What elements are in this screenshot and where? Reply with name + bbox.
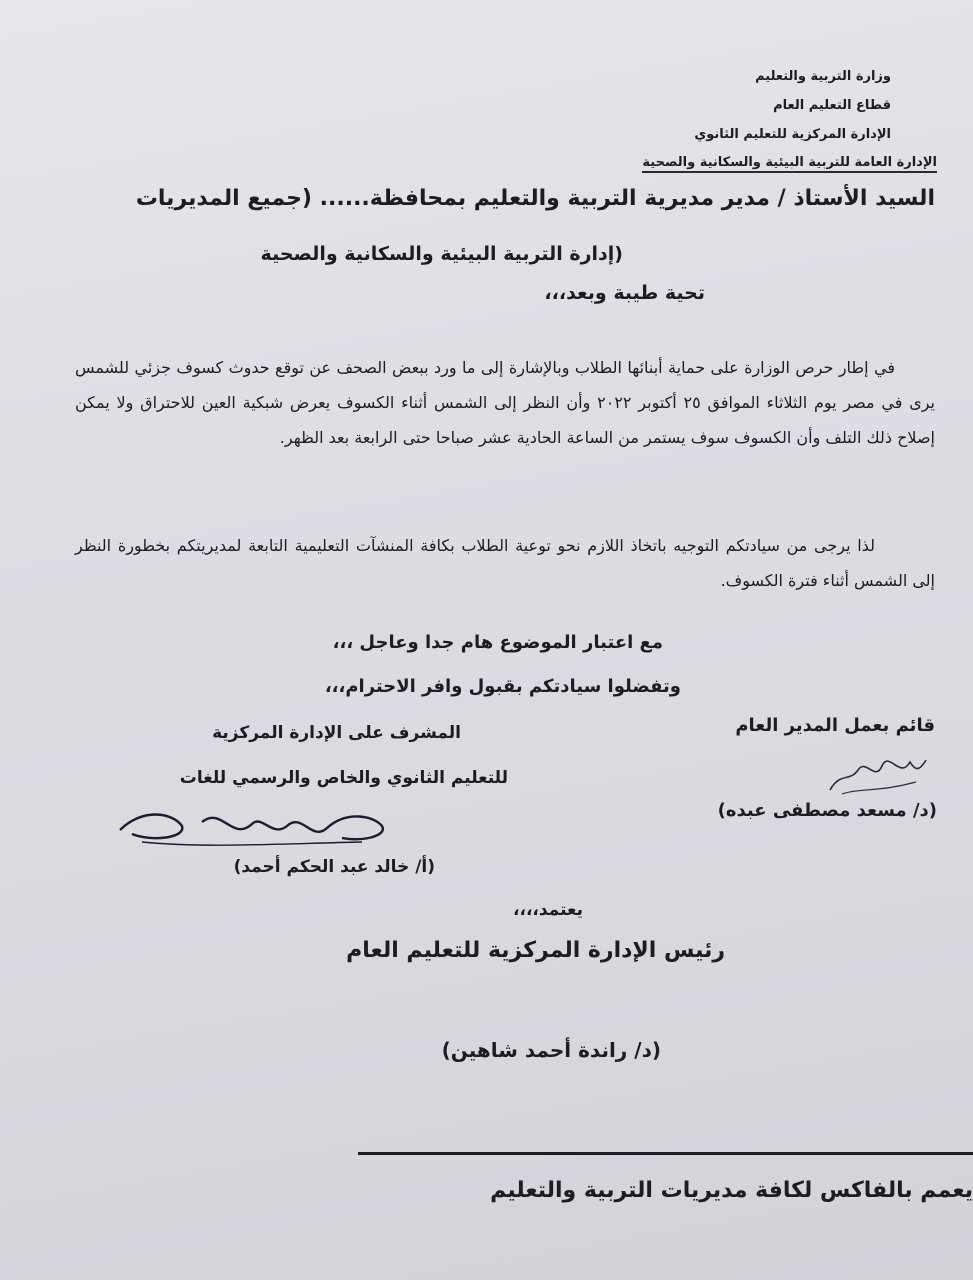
- approval-name: (د/ راندة أحمد شاهين): [441, 1038, 661, 1062]
- closing-regards: وتفضلوا سيادتكم بقبول وافر الاحترام،،،: [324, 676, 681, 697]
- body-paragraph-2: لذا يرجى من سيادتكم التوجيه باتخاذ اللازم نحو توعية الطلاب بكافة المنشآت التعليمية التابعة لمديريتكم بخطورة النظر إلى الشمس أثناء فترة الكسوف.: [75, 536, 935, 590]
- left-signatory-title-2: للتعليم الثانوي والخاص والرسمي للغات: [179, 768, 508, 788]
- body-paragraph-1: في إطار حرص الوزارة على حماية أبنائها الطلاب وبالإشارة إلى ما ورد ببعض الصحف عن توقع حدوث كسوف جزئي للشمس يرى في مصر يوم الثلاثاء الموافق ٢٥ أكتوبر ٢٠٢٢ وأن النظر إلى الشمس أثناء الكسوف يعرض شبكية العين للاحتراق ولا يمكن إصلاح ذلك التلف وأن الكسوف سوف يستمر من الساعة الحادية عشر صباحا حتى الرابعة بعد الظهر.: [75, 358, 936, 447]
- header-general-admin-text: الإدارة العامة للتربية البيئية والسكانية والصحية: [642, 155, 937, 173]
- closing-urgent: مع اعتبار الموضوع هام جدا وعاجل ،،،: [332, 632, 663, 653]
- header-central-admin: الإدارة المركزية للتعليم الثانوي: [694, 127, 891, 142]
- left-signatory-title-1: المشرف على الإدارة المركزية: [212, 723, 461, 743]
- approval-title: رئيس الإدارة المركزية للتعليم العام: [346, 938, 725, 963]
- header-sector: قطاع التعليم العام: [773, 98, 891, 113]
- left-signature-scribble: [112, 798, 392, 858]
- right-signatory-title: قائم بعمل المدير العام: [735, 715, 935, 736]
- right-signature-scribble: [820, 752, 940, 802]
- greeting: تحية طيبة وبعد،،،: [544, 282, 705, 304]
- addressee-department: (إدارة التربية البيئية والسكانية والصحية: [260, 243, 623, 265]
- right-signatory-name: (د/ مسعد مصطفى عبده): [717, 800, 937, 821]
- footer-distribution: يعمم بالفاكس لكافة مديريات التربية والتعليم: [490, 1178, 973, 1203]
- approval-label: يعتمد،،،،: [513, 900, 583, 920]
- addressee-line: السيد الأستاذ / مدير مديرية التربية والتعليم بمحافظة...... (جميع المديريات: [135, 186, 935, 211]
- header-general-admin: [642, 150, 937, 176]
- header-ministry: وزارة التربية والتعليم: [755, 69, 891, 84]
- left-signatory-name: (أ/ خالد عبد الحكم أحمد): [233, 857, 435, 877]
- footer-divider: [358, 1152, 973, 1155]
